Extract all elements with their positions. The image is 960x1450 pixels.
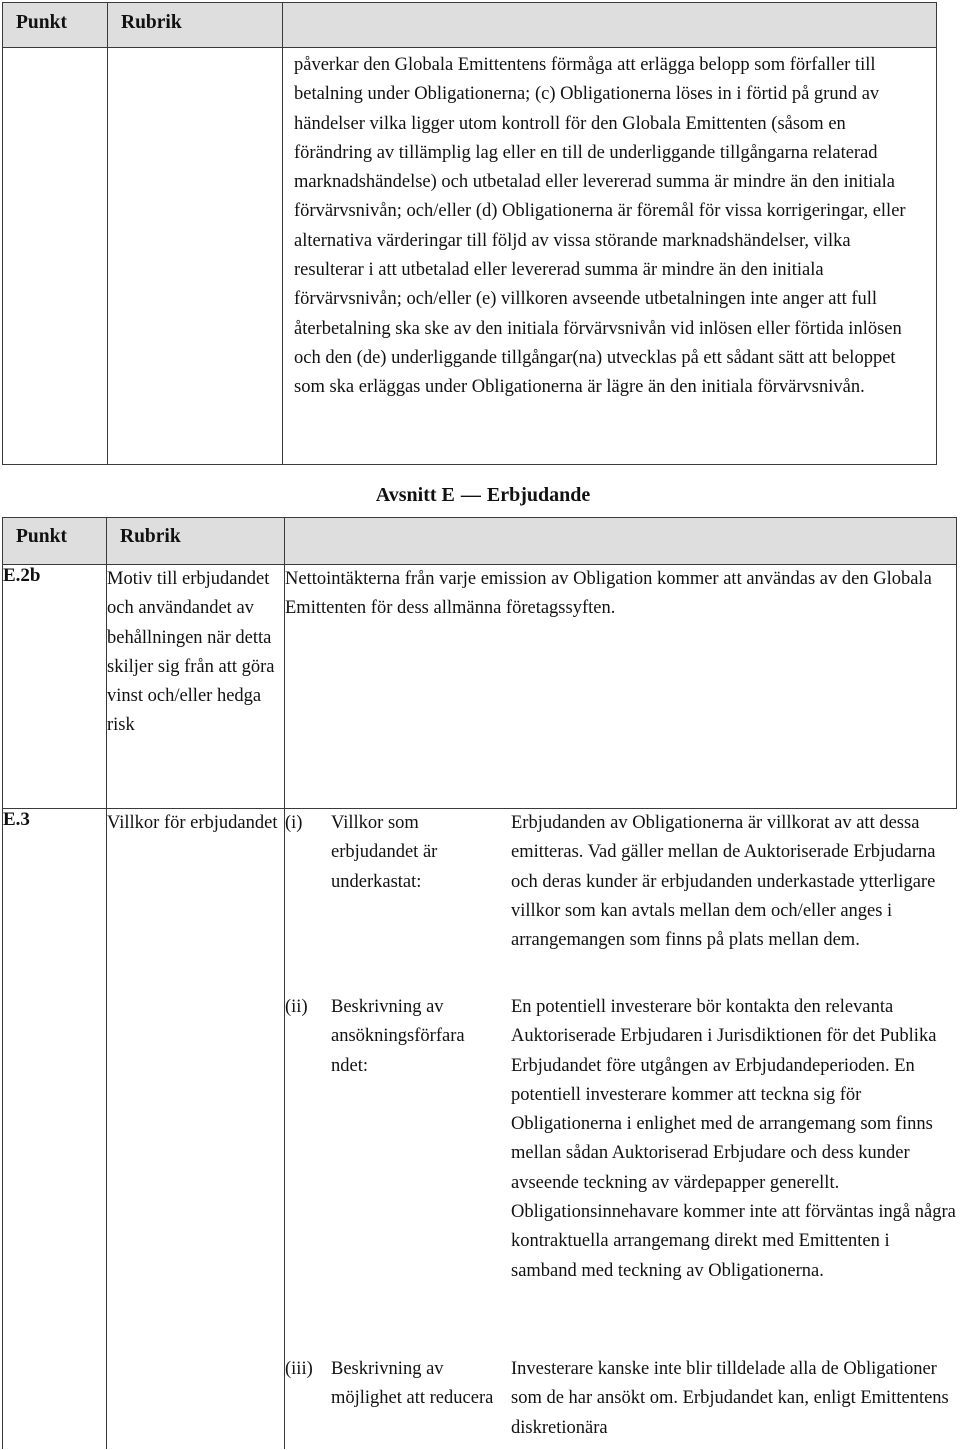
header-punkt: Punkt: [3, 3, 108, 48]
sub-item-text: Erbjudanden av Obligationerna är villkorat av att dessa emitteras. Vad gäller mellan de Auktoriserade Erbjudarna och deras kunder är erbjudanden underkastade ytterligare villkor som kan avtals mellan dem och/eller anges i arrangemangen som finns på plats mellan dem.: [511, 813, 936, 951]
sub-item-label: Beskrivning av ansökningsförfara ndet:: [331, 997, 465, 1076]
sub-item: [285, 993, 957, 1355]
punkt-cell-empty: [3, 48, 108, 465]
sub-item-label: Villkor som erbjudandet är underkastat:: [331, 813, 438, 892]
rubrik-e2b: Motiv till erbjudandet och användandet av behållningen när detta skiljer sig från att göra vinst och/eller hedga risk: [107, 565, 285, 809]
text-e2b: Nettointäkterna från varje emission av Obligation kommer att användas av den Globala Emittenten för dess allmänna företagssyften.: [285, 565, 957, 809]
punkt-e2b: E.2b: [3, 565, 107, 809]
table-offer: [2, 517, 957, 1449]
table-row: [3, 48, 937, 465]
header-rubrik: Rubrik: [108, 3, 283, 48]
sub-item-number: (i): [285, 813, 303, 833]
text-e3: [285, 809, 957, 1450]
header-blank: [285, 518, 957, 565]
header-rubrik: Rubrik: [107, 518, 285, 565]
text-cell: [283, 48, 937, 465]
header-blank: [283, 3, 937, 48]
sub-item: [285, 1355, 957, 1445]
rubrik-e3: Villkor för erbjudandet: [107, 809, 285, 1450]
sub-item-text: En potentiell investerare bör kontakta den relevanta Auktoriserade Erbjudaren i Jurisdiktionen för det Publika Erbjudandet före utgången av Erbjudandeperioden. En potentiell investerare kommer att teckna sig för Obligationerna i enlighet med de arrangemang som finns mellan sådan Auktoriserad Erbjudare och dess kunder avseende teckning av värdepapper generellt. Obligationsinnehavare kommer inte att förväntas ingå några kontraktuella arrangemang direkt med Emittenten i samband med teckning av Obligationerna.: [511, 997, 956, 1281]
sub-item-text: Investerare kanske inte blir tilldelade alla de Obligationer som de har ansökt om. Erbjudandet kan, enligt Emittentens diskretionära: [511, 1359, 949, 1438]
table-header-row: [3, 3, 937, 48]
sub-item-number: (iii): [285, 1359, 313, 1379]
rubrik-cell-empty: [108, 48, 283, 465]
header-punkt: Punkt: [3, 518, 107, 565]
sub-item-number: (ii): [285, 997, 308, 1017]
sub-item-label: Beskrivning av möjlighet att reducera: [331, 1359, 494, 1409]
sub-item: [285, 809, 957, 993]
table-header-row: [3, 518, 957, 565]
punkt-e3: E.3: [3, 809, 107, 1450]
table-row: [3, 809, 957, 1450]
section-title: Avsnitt E — Erbjudande: [375, 484, 591, 506]
table-row: [3, 565, 957, 809]
continued-paragraph: påverkar den Globala Emittentens förmåga att erlägga belopp som förfaller till betalning under Obligationerna; (c) Obligationerna löses in i förtid på grund av händelser vilka ligger utom kontroll för den Globala Emittenten (såsom en förändring av tillämplig lag eller en till de underliggande tillgångarna relaterad marknadshändelse) och utbetalad eller levererad summa är mindre än den initiala förvärvsnivån; och/eller (d) Obligationerna är föremål för vissa korrigeringar, eller alternativa värderingar till följd av vissa störande marknadshändelser, vilka resulterar i att utbetalad eller levererad summa är mindre än den initiala förvärvsnivån; och/eller (e) villkoren avseende utbetalningen inte anger att full återbetalning ska ske av den initiala förvärvsnivån vid inlösen eller förtida inlösen och den (de) underliggande tillgångar(na) utvecklas på ett sådant sätt att beloppet som ska erläggas under Obligationerna är lägre än den initiala förvärvsnivån.: [294, 55, 906, 398]
table-continued: [2, 2, 937, 465]
